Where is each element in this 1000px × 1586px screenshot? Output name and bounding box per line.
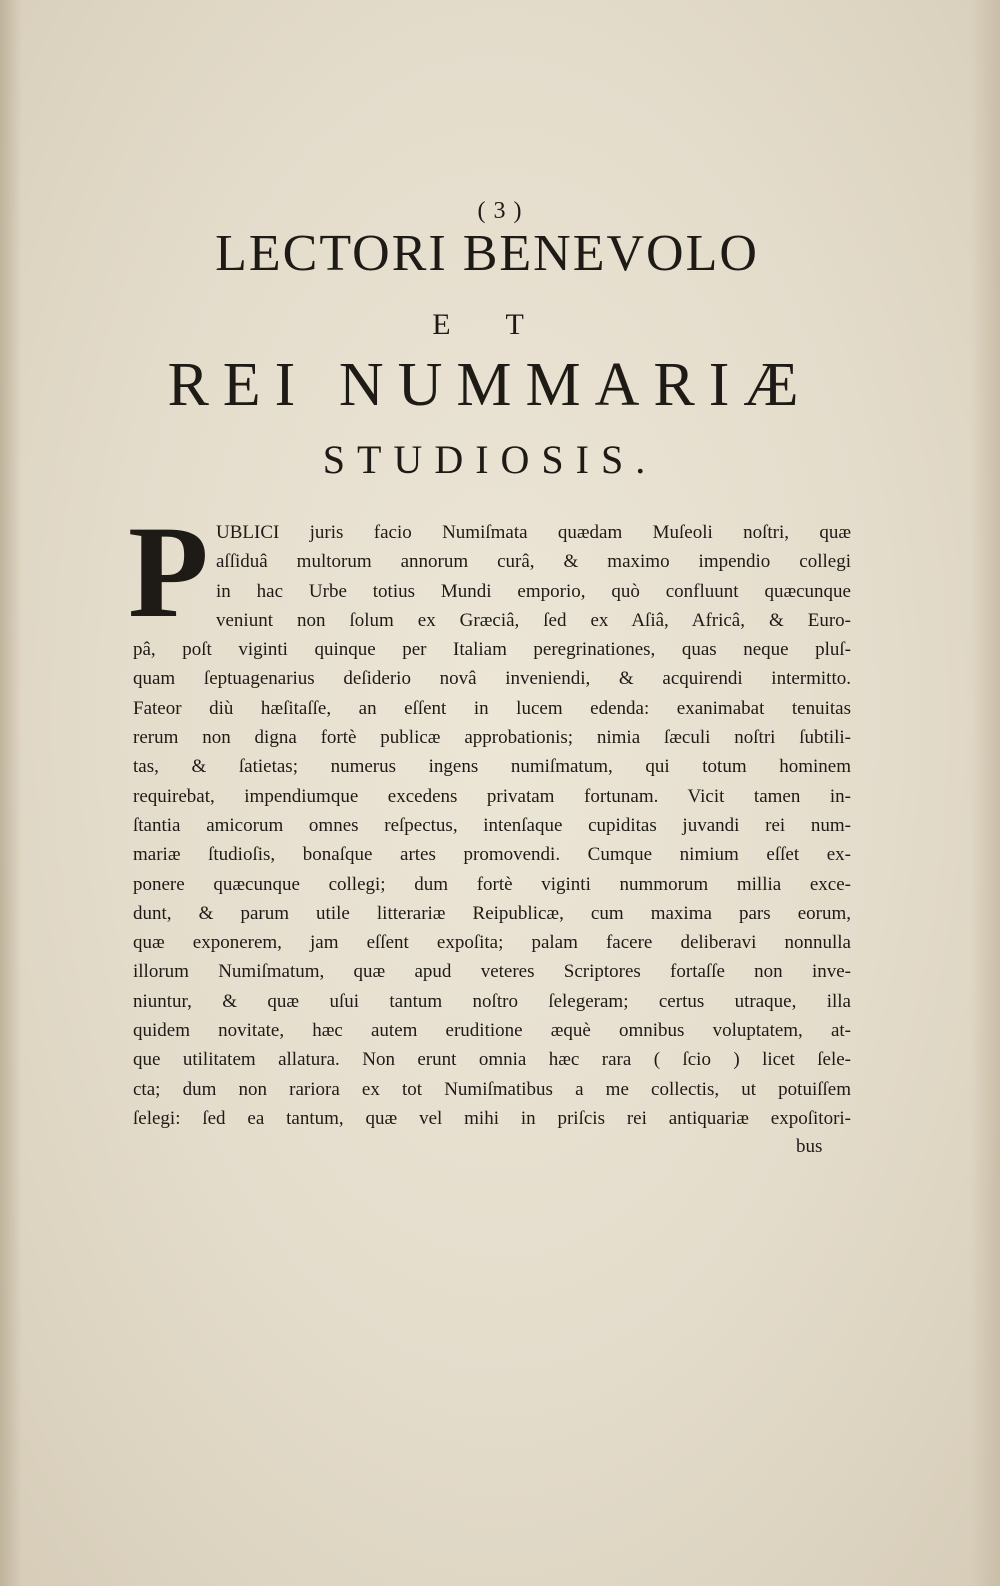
body-line: illorum Numiſmatum, quæ apud veteres Scriptores fortaſſe non inve- <box>133 961 851 983</box>
heading-line-1: LECTORI BENEVOLO <box>215 225 759 282</box>
body-line: dunt, & parum utile litterariæ Reipublicæ, cum maxima pars eorum, <box>133 902 851 924</box>
body-line: niuntur, & quæ uſui tantum noſtro ſelegeram; certus utraque, illa <box>133 990 851 1012</box>
body-line: quidem novitate, hæc autem eruditione æquè omnibus voluptatem, at- <box>133 1020 851 1042</box>
body-line: pâ, poſt viginti quinque per Italiam peregrinationes, quas neque pluſ- <box>133 639 851 661</box>
body-line: veniunt non ſolum ex Græciâ, ſed ex Aſiâ, Africâ, & Euro- <box>216 609 851 631</box>
body-line: mariæ ſtudioſis, bonaſque artes promovendi. Cumque nimium eſſet ex- <box>133 844 851 866</box>
heading-line-2: E T <box>432 308 548 341</box>
heading-line-4: STUDIOSIS. <box>322 437 658 482</box>
page-edge-right <box>970 0 1000 1586</box>
body-line: cta; dum non rariora ex tot Numiſmatibus a me collectis, ut potuiſſem <box>133 1078 851 1100</box>
body-line: ſtantia amicorum omnes reſpectus, intenſaque cupiditas juvandi rei num- <box>133 814 851 836</box>
catchword: bus <box>796 1136 823 1157</box>
body-line: requirebat, impendiumque excedens privatam fortunam. Vicit tamen in- <box>133 785 851 807</box>
drop-cap: P <box>128 498 209 645</box>
page-number: ( 3 ) <box>477 198 523 224</box>
body-line: quæ exponerem, jam eſſent expoſita; palam facere deliberavi nonnulla <box>133 932 851 954</box>
heading-line-3: REI NUMMARIÆ <box>167 351 813 419</box>
body-line: tas, & ſatietas; numerus ingens numiſmatum, qui totum hominem <box>133 756 851 778</box>
body-line: aſſiduâ multorum annorum curâ, & maximo impendio collegi <box>216 551 851 573</box>
body-line: ponere quæcunque collegi; dum fortè viginti nummorum millia exce- <box>133 873 851 895</box>
body-line: que utilitatem allatura. Non erunt omnia hæc rara ( ſcio ) licet ſele- <box>133 1049 851 1071</box>
body-text <box>133 518 851 1133</box>
body-line: in hac Urbe totius Mundi emporio, quò confluunt quæcunque <box>216 580 851 602</box>
body-line: UBLICI juris facio Numiſmata quædam Muſeoli noſtri, quæ <box>216 522 851 543</box>
body-line: Fateor diù hæſitaſſe, an eſſent in lucem edenda: exanimabat tenuitas <box>133 697 851 719</box>
body-line: rerum non digna fortè publicæ approbationis; nimia ſæculi noſtri ſubtili- <box>133 727 851 749</box>
body-line: ſelegi: ſed ea tantum, quæ vel mihi in priſcis rei antiquariæ expoſitori- <box>133 1107 851 1129</box>
body-line: quam ſeptuagenarius deſiderio novâ inveniendi, & acquirendi intermitto. <box>133 668 851 690</box>
